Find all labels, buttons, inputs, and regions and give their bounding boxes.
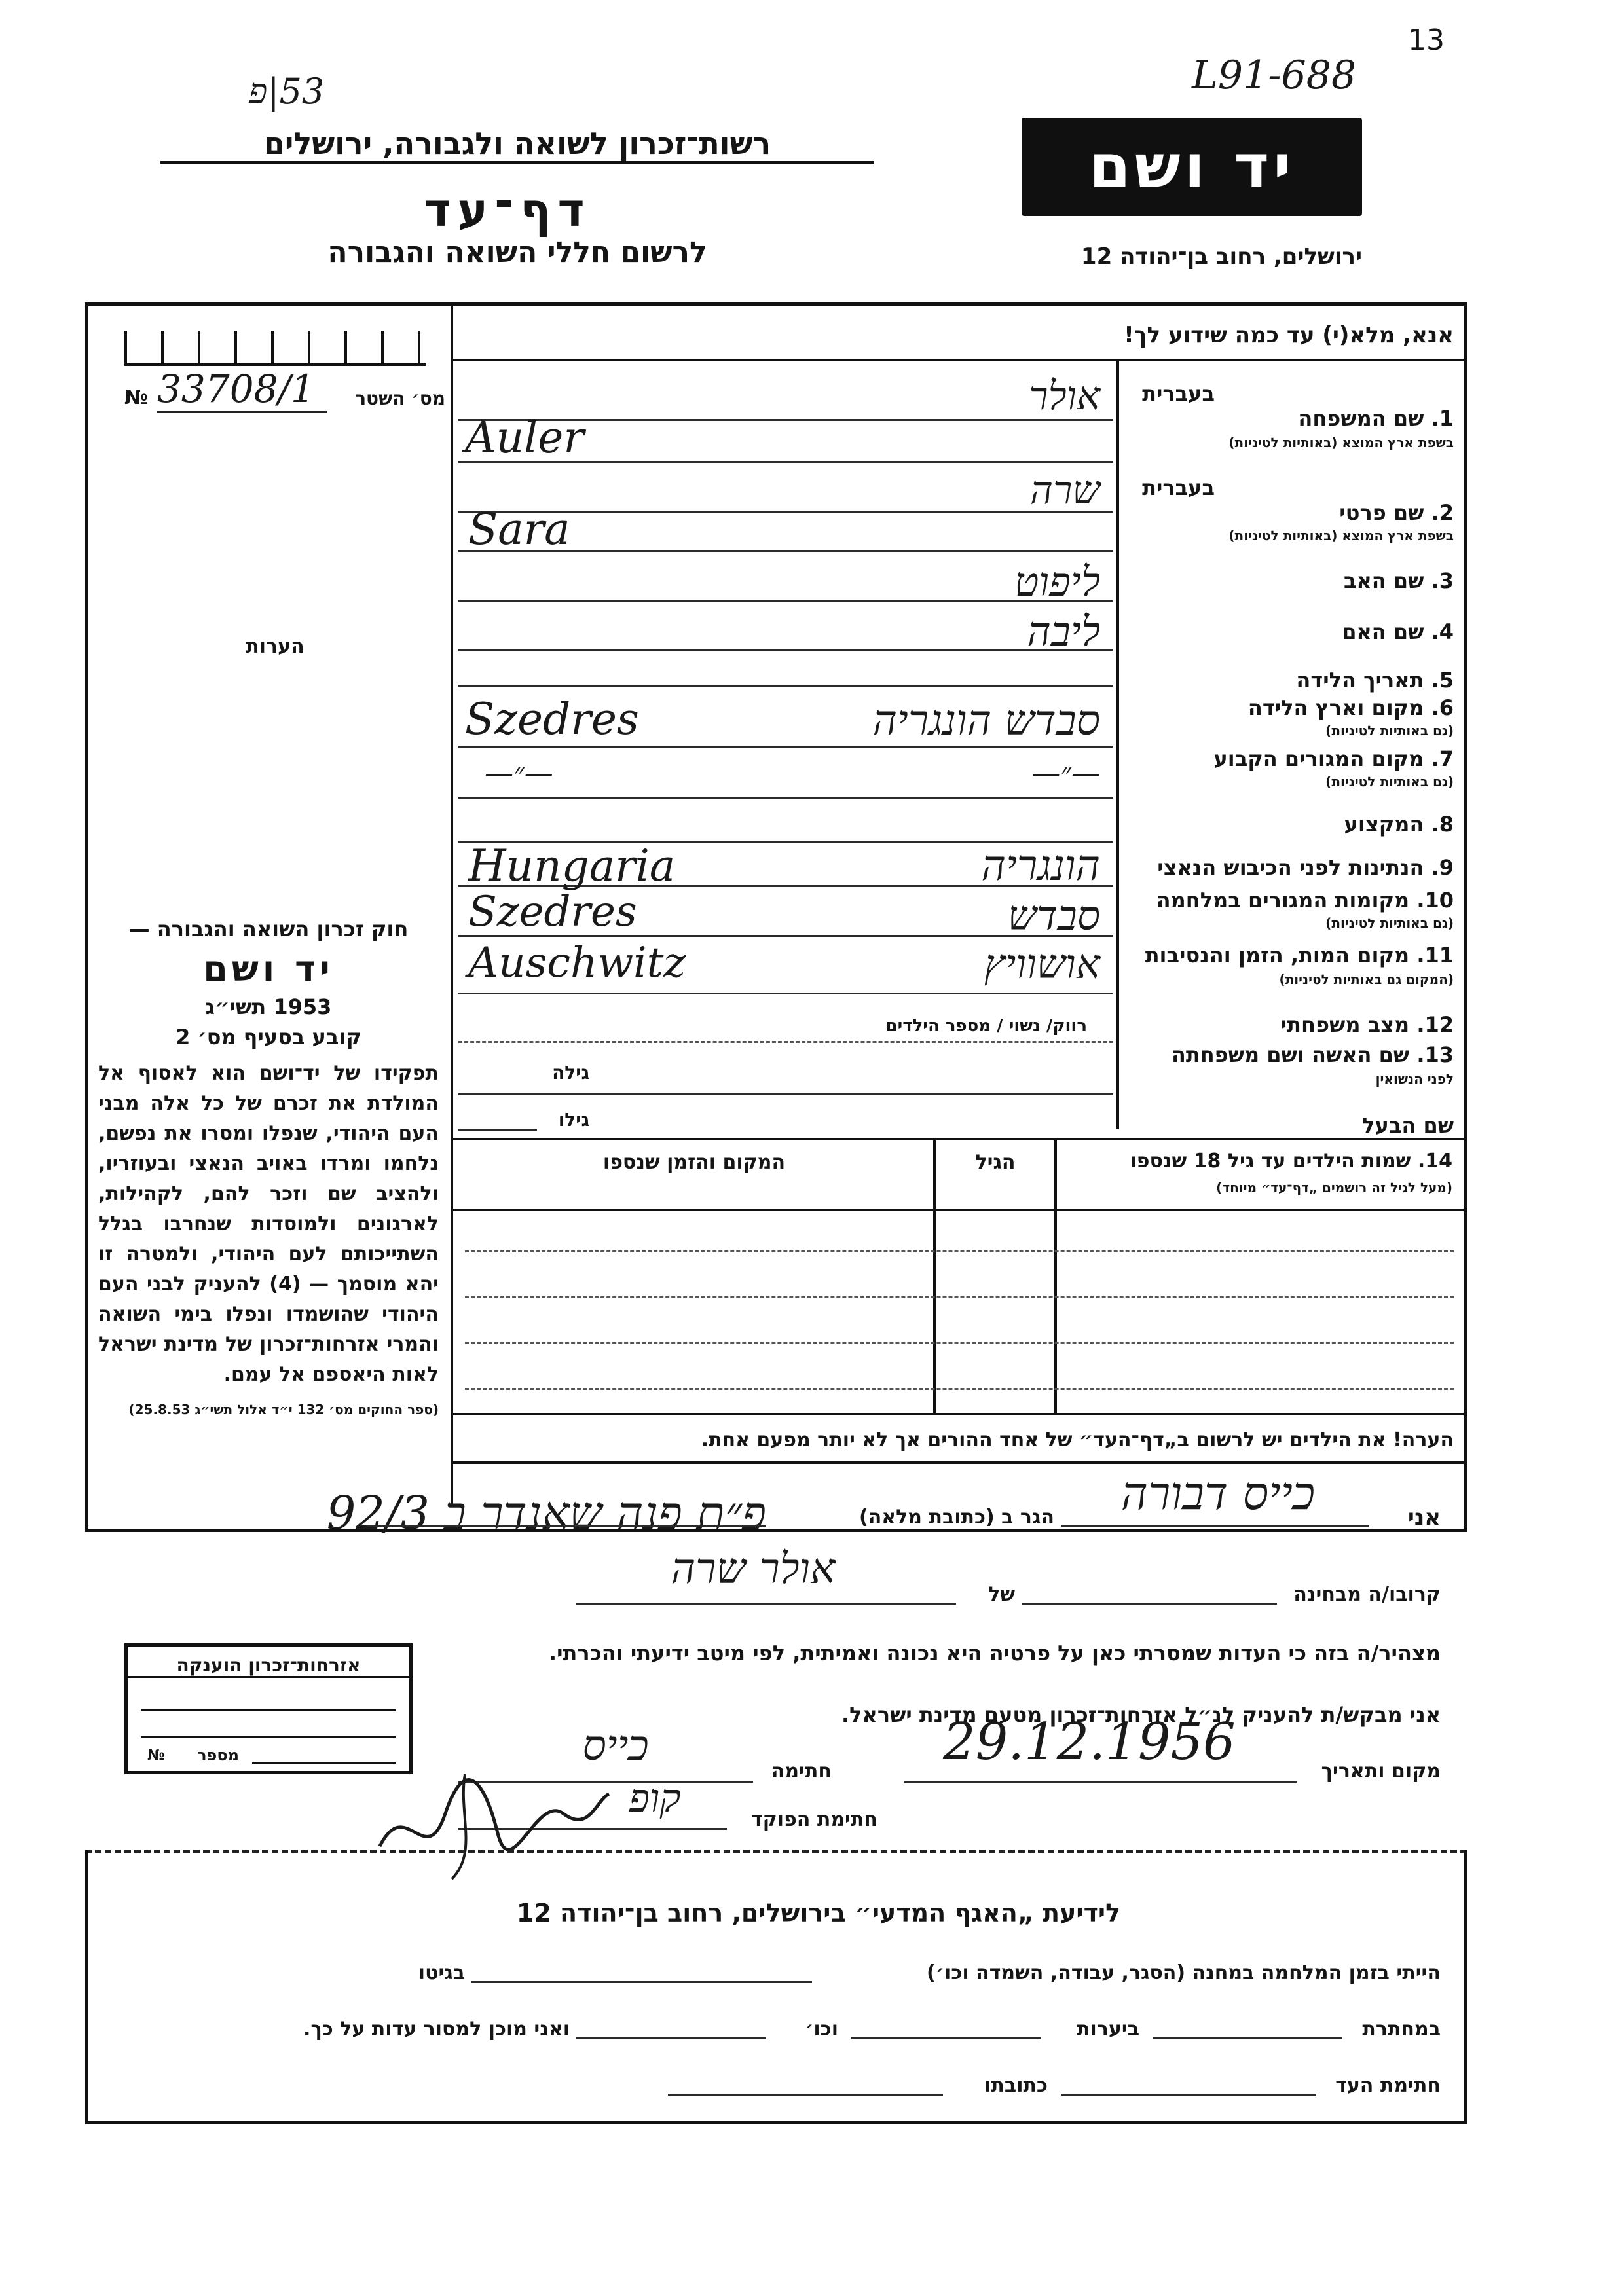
children-row-2 bbox=[465, 1296, 1454, 1298]
field-sub-13: לפני הנשואין bbox=[1375, 1071, 1454, 1087]
decl-of-label: של bbox=[988, 1583, 1015, 1606]
box-line-2 bbox=[141, 1736, 396, 1738]
decl-of-value: אולר שרה bbox=[671, 1545, 836, 1594]
law-year: 1953 תשי״ג bbox=[205, 994, 332, 1019]
decl-i-value: כייס דבורה bbox=[1120, 1467, 1316, 1520]
field-num-2: 2. bbox=[1431, 500, 1454, 525]
children-top bbox=[451, 1138, 1467, 1140]
field-num-5: 5. bbox=[1431, 668, 1454, 693]
field-text-7: מקום המגורים הקבוע bbox=[1213, 746, 1424, 771]
row-line-7 bbox=[458, 797, 1113, 799]
field-text-5: תאריך הלידה bbox=[1296, 668, 1424, 693]
value-birthplace-latin: Szedres bbox=[465, 694, 639, 744]
value-citizenship-he: הונגריה bbox=[981, 842, 1100, 890]
instruction: אנא, מלא(י) עד כמה שידוע לך! bbox=[1124, 322, 1454, 348]
field-sub-7: (גם באותיות לטיניות) bbox=[1325, 774, 1454, 790]
decl-residing-label: הגר ב (כתובת מלאה) bbox=[858, 1506, 1054, 1529]
record-no-prefix: № bbox=[124, 386, 149, 409]
value-death-he: אושוויץ bbox=[984, 940, 1100, 988]
box-line-1 bbox=[141, 1709, 396, 1711]
law-footnote: (ספר החוקים מס׳ 132 י״ד אלול תשי״ג 25.8.53) bbox=[128, 1402, 439, 1417]
notes-label: הערות bbox=[246, 635, 304, 658]
field-text-1: שם המשפחה bbox=[1298, 406, 1424, 431]
children-header-place: המקום והזמן שנספו bbox=[602, 1151, 786, 1174]
footer-line1-end: בגיטו bbox=[418, 1961, 465, 1984]
value-father: ליפוט bbox=[1014, 558, 1100, 606]
field-sub-2: בשפת ארץ המוצא (באותיות לטיניות) bbox=[1228, 528, 1454, 543]
hebrew-label-1: בעברית bbox=[1142, 381, 1215, 406]
field-label-13 bbox=[1126, 1042, 1454, 1067]
row-line-5 bbox=[458, 685, 1113, 687]
law-logo: יד ושם bbox=[203, 948, 334, 989]
box-number-label: מספר bbox=[197, 1746, 239, 1764]
decl-residing-line bbox=[367, 1525, 766, 1527]
children-col-2 bbox=[1054, 1138, 1057, 1413]
decl-date-value: 29.12.1956 bbox=[943, 1713, 1236, 1772]
row-line-14 bbox=[458, 1129, 537, 1131]
children-header-rule bbox=[451, 1209, 1467, 1211]
field-num-12: 12. bbox=[1416, 1012, 1454, 1037]
field-sub-11: (המקום גם באותיות לטיניות) bbox=[1279, 972, 1454, 987]
value-surname-he: אולר bbox=[1029, 373, 1100, 419]
field-sub-10: (גם באותיות לטיניות) bbox=[1325, 915, 1454, 931]
field-text-10: מקומות המגורים במלחמה bbox=[1156, 888, 1410, 913]
field-num-3: 3. bbox=[1431, 568, 1454, 593]
field-num-7: 7. bbox=[1431, 746, 1454, 771]
row-line-13 bbox=[458, 1093, 1113, 1095]
field-text-9: הנתינות לפני הכיבוש הנאצי bbox=[1157, 855, 1424, 880]
children-row-3 bbox=[465, 1342, 1454, 1344]
children-col-1 bbox=[933, 1138, 936, 1413]
value-firstname-he: שרה bbox=[1029, 467, 1100, 513]
children-row-4 bbox=[465, 1388, 1454, 1390]
children-header-name: 14. שמות הילדים עד גיל 18 שנספו bbox=[1130, 1150, 1452, 1173]
value-wife: גילה bbox=[552, 1062, 589, 1084]
header-address: ירושלים, רחוב בן־יהודה 12 bbox=[1080, 244, 1362, 270]
decl-i-label: אני bbox=[1407, 1504, 1441, 1531]
decl-place-date-label: מקום ותאריך bbox=[1321, 1760, 1441, 1783]
footer-line1: הייתי בזמן המלחמה במחנה (הסגר, עבודה, השמדה וכו׳) bbox=[927, 1961, 1441, 1984]
sidebar-divider bbox=[451, 302, 453, 1504]
field-label-4 bbox=[1126, 619, 1454, 644]
footer-frame bbox=[85, 1850, 1467, 2124]
decl-date-line bbox=[904, 1781, 1297, 1783]
record-ticks bbox=[124, 331, 426, 366]
field-num-9: 9. bbox=[1431, 855, 1454, 880]
field-label-14: שם הבעל bbox=[1362, 1113, 1454, 1138]
footer-line2-c: וכו׳ bbox=[805, 2018, 838, 2041]
value-citizenship-latin: Hungaria bbox=[468, 841, 676, 891]
record-no-value: 33708/1 bbox=[157, 367, 327, 413]
field-label-7 bbox=[1126, 746, 1454, 771]
law-clause: קובע בסעיף מס׳ 2 bbox=[175, 1025, 361, 1049]
field-num-1: 1. bbox=[1431, 406, 1454, 431]
field-label-2 bbox=[1126, 500, 1454, 525]
field-label-10 bbox=[1126, 888, 1454, 913]
top-note: 53|פ bbox=[249, 71, 325, 112]
field-label-11 bbox=[1126, 943, 1454, 968]
hebrew-label-2: בעברית bbox=[1142, 475, 1215, 500]
field-text-12: מצב משפחתי bbox=[1280, 1012, 1410, 1037]
value-surname-latin: Auler bbox=[465, 412, 584, 463]
decl-official-label: חתימת הפוקד bbox=[751, 1808, 877, 1831]
row-line-12 bbox=[458, 1041, 1113, 1043]
value-death-latin: Auschwitz bbox=[468, 939, 686, 987]
field-label-3 bbox=[1126, 568, 1454, 593]
field-num-4: 4. bbox=[1431, 619, 1454, 644]
decl-relative-line bbox=[1022, 1603, 1277, 1605]
children-header-age: הגיל bbox=[975, 1151, 1016, 1174]
remark: הערה! את הילדים יש לרשום ב„דף־העד״ של אחד ההורים אך לא יותר מפעם אחת. bbox=[701, 1429, 1454, 1451]
record-no-label: מס׳ השטר bbox=[355, 388, 445, 409]
box-number-prefix: № bbox=[147, 1747, 165, 1764]
decl-i-line bbox=[1061, 1525, 1369, 1527]
form-title: דף־עד bbox=[424, 183, 591, 237]
field-label-1 bbox=[1126, 406, 1454, 431]
field-label-9 bbox=[1126, 855, 1454, 880]
value-residence-latin: —״— bbox=[485, 757, 553, 790]
children-row-1 bbox=[465, 1250, 1454, 1252]
row-line-6 bbox=[458, 746, 1113, 748]
instruction-divider bbox=[451, 359, 1467, 361]
decl-signature-label: חתימה bbox=[771, 1760, 832, 1783]
form-subtitle: לרשום חללי השואה והגבורה bbox=[327, 236, 707, 269]
box-title: אזרחות־זכרון הוענקה bbox=[128, 1647, 409, 1678]
decl-statement: מצהיר/ה בזה כי העדות שמסרתי כאן על פרטיה היא נכונה ואמיתית, לפי מיטב ידיעתי והכרתי. bbox=[548, 1641, 1441, 1666]
value-wartime-he: סבדש bbox=[1007, 892, 1100, 939]
field-num-8: 8. bbox=[1431, 812, 1454, 837]
logo-text: יד ושם bbox=[1088, 132, 1295, 202]
decl-relative-label: קרובו/ה מבחינה bbox=[1293, 1583, 1441, 1606]
decl-official-value: קופ bbox=[629, 1776, 681, 1821]
field-sub-6: (גם באותיות לטיניות) bbox=[1325, 723, 1454, 738]
value-husband: גילו bbox=[558, 1109, 589, 1131]
field-text-4: שם האם bbox=[1342, 619, 1424, 644]
value-wartime-latin: Szedres bbox=[468, 888, 637, 936]
field-text-3: שם האב bbox=[1343, 568, 1424, 593]
footer-line3-a: חתימת העד bbox=[1335, 2074, 1441, 2097]
field-label-5 bbox=[1126, 668, 1454, 693]
decl-request: אני מבקש/ת להעניק לנ״ל אזרחות־זכרון מטעם מדינת ישראל. bbox=[841, 1702, 1441, 1727]
sidebar-law bbox=[98, 917, 439, 1417]
footer-line2-b: ביערות bbox=[1077, 2018, 1139, 2041]
footer-line3-b: כתובתו bbox=[984, 2074, 1048, 2097]
footer-title: לידיעת „האגף המדעי״ בירושלים, רחוב בן־יהודה 12 bbox=[516, 1899, 1121, 1927]
box-line-3 bbox=[252, 1762, 396, 1764]
field-num-6: 6. bbox=[1431, 695, 1454, 720]
law-body: תפקידו של יד־ושם הוא לאסוף אל המולדת את זכרם של כל אלה מבני העם היהודי, שנפלו ומסרו את נפשם, נלחמו ומרדו באויב הנאצי ובעוזריו, ולהציב שם וזכר להם, לקהילות, לארגונים ולמוסדות שנחרבו בגלל השתייכותם לעם היהודי, ולמטרה זו יהא מוסמך — (4) להעניק לבני העם היהודי שהושמדו ונפלו בימי השואה והמרי אזרחות־זכרון של מדינת ישראל לאות היאספם אל עמם. bbox=[98, 1062, 439, 1386]
field-label-8 bbox=[1126, 812, 1454, 837]
children-bottom bbox=[451, 1413, 1467, 1415]
footer-line2-end: ואני מוכן למסור עדות על כך. bbox=[303, 2018, 570, 2041]
field-label-12 bbox=[1126, 1012, 1454, 1037]
law-title: חוק זכרון השואה והגבורה — bbox=[128, 917, 409, 941]
value-birthplace-he: סבדש הונגריה bbox=[872, 697, 1100, 745]
field-num-13: 13. bbox=[1416, 1042, 1454, 1067]
field-text-2: שם פרטי bbox=[1339, 500, 1424, 525]
authority-line: רשות־זכרון לשואה ולגבורה, ירושלים bbox=[160, 126, 874, 164]
page-number: 13 bbox=[1408, 24, 1445, 57]
decl-of-line bbox=[576, 1603, 956, 1605]
field-num-10: 10. bbox=[1416, 888, 1454, 913]
value-firstname-latin: Sara bbox=[468, 504, 570, 555]
value-marital: רווק/ נשוי / מספר הילדים bbox=[885, 1016, 1087, 1036]
yad-vashem-logo bbox=[1022, 118, 1362, 216]
remark-rule bbox=[451, 1461, 1467, 1464]
decl-residing-value: פ״ת פנה שאנדר ב 92/3 bbox=[326, 1486, 766, 1540]
field-num-11: 11. bbox=[1416, 943, 1454, 968]
archive-code: L91-688 bbox=[1192, 52, 1356, 98]
field-text-11: מקום המות, הזמן והנסיבות bbox=[1145, 943, 1410, 968]
row-line-11 bbox=[458, 993, 1113, 994]
value-residence-he: —״— bbox=[1031, 757, 1100, 790]
field-text-13: שם האשה ושם משפחתה bbox=[1171, 1042, 1410, 1067]
label-column-divider bbox=[1116, 360, 1119, 1129]
field-text-6: מקום וארץ הלידה bbox=[1247, 695, 1424, 720]
footer-line2-a: במחתרת bbox=[1362, 2018, 1441, 2041]
children-header-sub: (מעל לגיל זה רושמים „דף־עד״ מיוחד) bbox=[1216, 1180, 1452, 1195]
value-mother: ליבה bbox=[1027, 608, 1100, 655]
field-sub-1: בשפת ארץ המוצא (באותיות לטיניות) bbox=[1228, 435, 1454, 450]
field-label-6 bbox=[1126, 695, 1454, 720]
field-text-8: המקצוע bbox=[1344, 812, 1424, 837]
memorial-citizenship-box bbox=[124, 1643, 413, 1774]
decl-signature-value: כייס bbox=[582, 1722, 649, 1770]
